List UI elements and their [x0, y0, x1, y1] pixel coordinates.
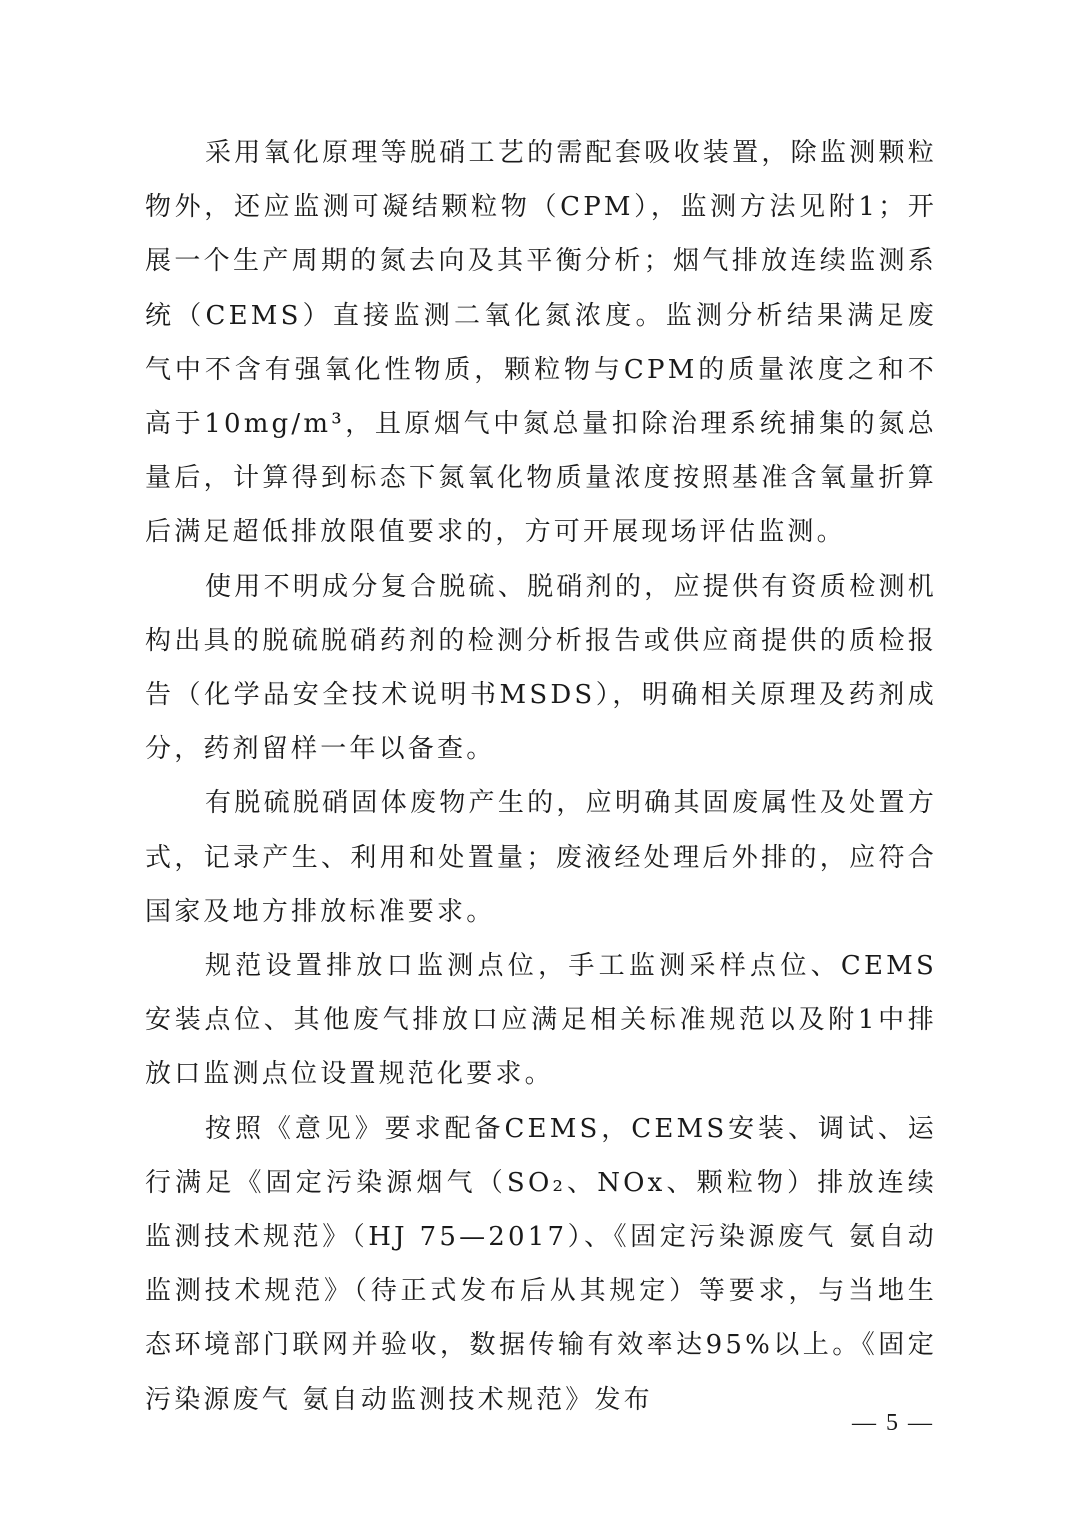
paragraph-monitoring-points: 规范设置排放口监测点位，手工监测采样点位、CEMS安装点位、其他废气排放口应满足相关标准规范以及附1中排放口监测点位设置规范化要求。	[145, 951, 937, 1090]
page-number: — 5 —	[852, 1410, 934, 1436]
paragraph-cems-requirements: 按照《意见》要求配备CEMS，CEMS安装、调试、运行满足《固定污染源烟气（SO₂、NOx、颗粒物）排放连续监测技术规范》（HJ 75—2017）、《固定污染源废气 氨自动监测技术规范》（待正式发布后从其规定）等要求，与当地生态环境部门联网并验收，数据传输有效率达95%以上。《固定污染源废气 氨自动监测技术规范》发布	[145, 1113, 937, 1415]
paragraph-oxidation-denitrification: 采用氧化原理等脱硝工艺的需配套吸收装置，除监测颗粒物外，还应监测可凝结颗粒物（CPM），监测方法见附1；开展一个生产周期的氮去向及其平衡分析；烟气排放连续监测系统（CEMS）直接监测二氧化氮浓度。监测分析结果满足废气中不含有强氧化性物质，颗粒物与CPM的质量浓度之和不高于10mg/m³，且原烟气中氮总量扣除治理系统捕集的氮总量后，计算得到标态下氮氧化物质量浓度按照基准含氧量折算后满足超低排放限值要求的，方可开展现场评估监测。	[145, 138, 937, 548]
document-body	[145, 126, 937, 1427]
paragraph-unknown-agents: 使用不明成分复合脱硫、脱硝剂的，应提供有资质检测机构出具的脱硫脱硝药剂的检测分析报告或供应商提供的质检报告（化学品安全技术说明书MSDS），明确相关原理及药剂成分，药剂留样一年以备查。	[145, 571, 937, 765]
paragraph-solid-waste: 有脱硫脱硝固体废物产生的，应明确其固废属性及处置方式，记录产生、利用和处置量；废液经处理后外排的，应符合国家及地方排放标准要求。	[145, 788, 937, 927]
